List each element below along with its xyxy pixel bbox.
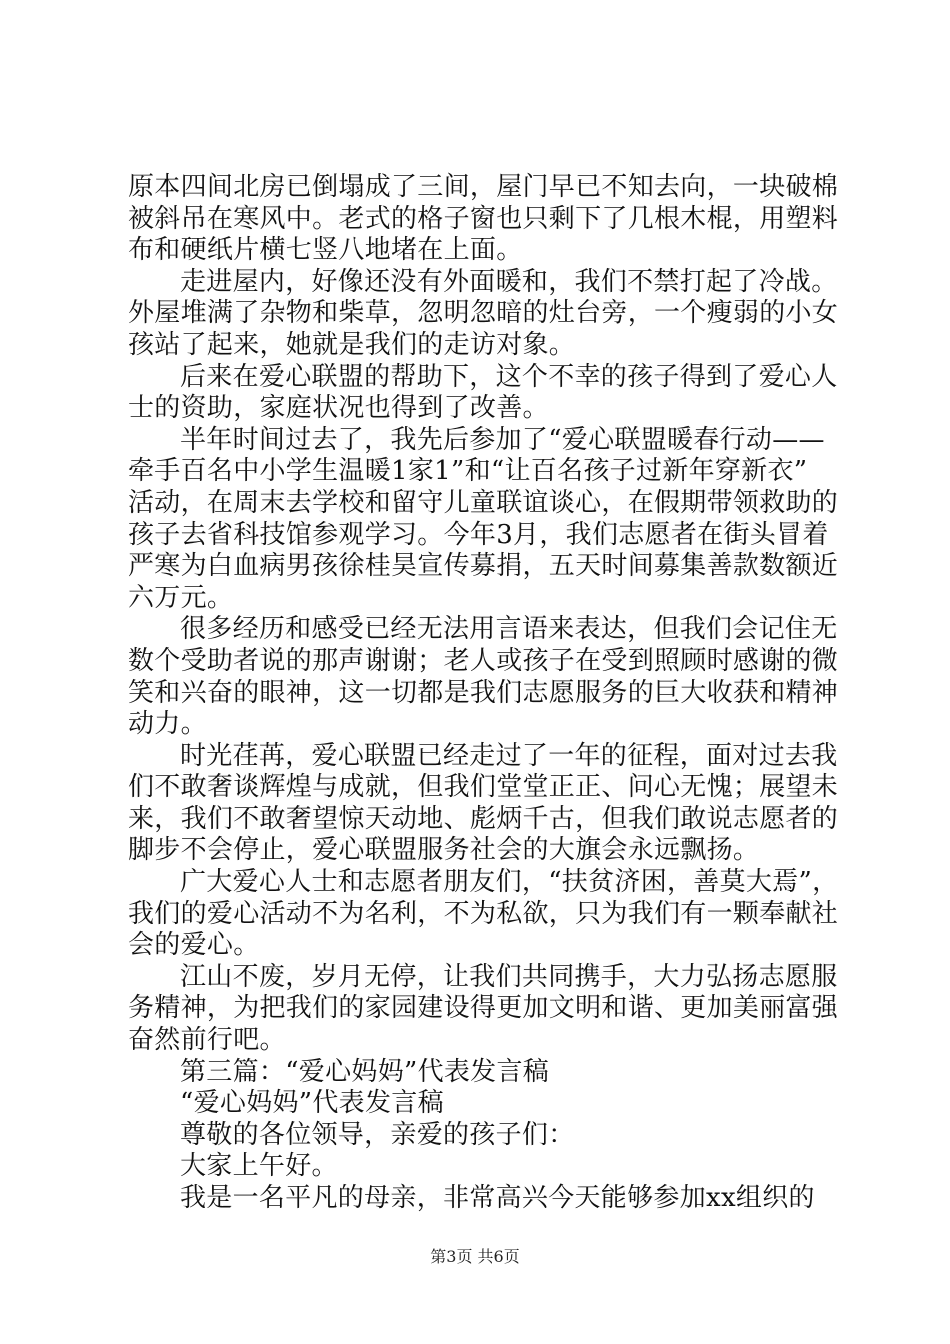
text-line: 们不敢奢谈辉煌与成就，但我们堂堂正正、问心无愧；展望未 (128, 772, 839, 803)
text-line: 活动，在周末去学校和留守儿童联谊谈心，在假期带领救助的 (128, 487, 839, 518)
text-line: 奋然前行吧。 (128, 1025, 286, 1056)
text-line: 广大爱心人士和志愿者朋友们，“扶贫济困，善莫大焉”， (180, 867, 839, 898)
text-line: 六万元。 (128, 582, 234, 613)
text-line: 外屋堆满了杂物和柴草，忽明忽暗的灶台旁，一个瘦弱的小女 (128, 298, 839, 329)
text-line: 牵手百名中小学生温暖1家1”和“让百名孩子过新年穿新衣” (128, 456, 808, 487)
text-line: 原本四间北房已倒塌成了三间，屋门早已不知去向，一块破棉 (128, 172, 839, 202)
text-line: 大家上午好。 (180, 1151, 338, 1182)
text-line: 会的爱心。 (128, 930, 260, 961)
text-line: 第三篇：“爱心妈妈”代表发言稿 (180, 1056, 550, 1087)
text-line: 务精神，为把我们的家园建设得更加文明和谐、更加美丽富强 (128, 993, 839, 1024)
text-line: 孩站了起来，她就是我们的走访对象。 (128, 329, 576, 360)
text-line: 来，我们不敢奢望惊天动地、彪炳千古，但我们敢说志愿者的 (128, 803, 839, 834)
text-line: 布和硬纸片横七竖八地堵在上面。 (128, 235, 523, 266)
text-line: 孩子去省科技馆参观学习。今年3月，我们志愿者在街头冒着 (128, 519, 829, 550)
text-line: 尊敬的各位领导，亲爱的孩子们： (180, 1119, 575, 1150)
document-body (128, 172, 839, 1215)
text-line: 江山不废，岁月无停，让我们共同携手，大力弘扬志愿服 (180, 961, 838, 992)
text-line: 动力。 (128, 709, 207, 740)
text-line: 脚步不会停止，爱心联盟服务社会的大旗会永远飘扬。 (128, 835, 760, 866)
text-line: 很多经历和感受已经无法用言语来表达，但我们会记住无 (180, 614, 838, 645)
text-line: 数个受助者说的那声谢谢；老人或孩子在受到照顾时感谢的微 (128, 645, 839, 676)
text-line: 严寒为白血病男孩徐桂昊宣传募捐，五天时间募集善款数额近 (128, 551, 839, 582)
text-line: 我们的爱心活动不为名利，不为私欲，只为我们有一颗奉献社 (128, 898, 839, 929)
text-line: 笑和兴奋的眼神，这一切都是我们志愿服务的巨大收获和精神 (128, 677, 839, 708)
text-line: 被斜吊在寒风中。老式的格子窗也只剩下了几根木棍，用塑料 (128, 203, 839, 234)
text-line: 士的资助，家庭状况也得到了改善。 (128, 393, 549, 424)
page-footer: 第3页 共6页 (430, 1247, 520, 1266)
text-line: 走进屋内，好像还没有外面暖和，我们不禁打起了冷战。 (180, 266, 838, 297)
text-line: 时光荏苒，爱心联盟已经走过了一年的征程，面对过去我 (180, 740, 838, 771)
text-line: 后来在爱心联盟的帮助下，这个不幸的孩子得到了爱心人 (180, 361, 838, 392)
text-line: 半年时间过去了，我先后参加了“爱心联盟暖春行动—— (180, 424, 825, 455)
text-line: 我是一名平凡的母亲，非常高兴今天能够参加xx组织的 (180, 1183, 815, 1213)
text-line: “爱心妈妈”代表发言稿 (180, 1088, 444, 1119)
